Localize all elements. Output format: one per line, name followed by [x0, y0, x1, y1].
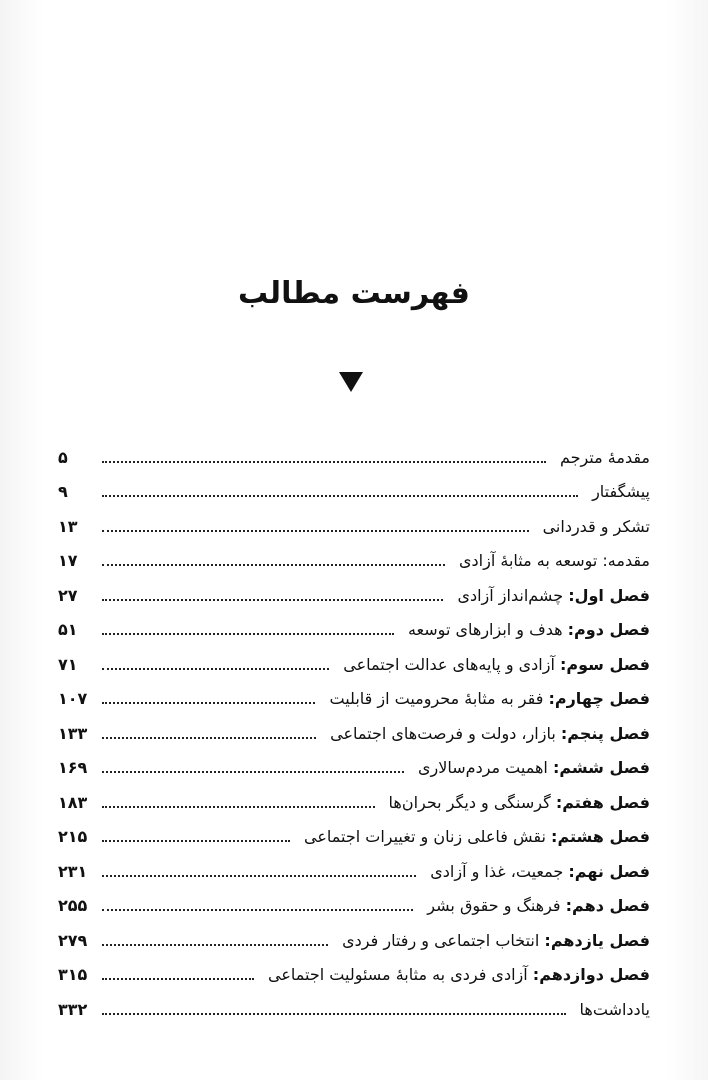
toc-entry-page-number: ۵ [58, 447, 68, 467]
toc-entry-text: آزادی فردی به مثابهٔ مسئولیت اجتماعی [268, 965, 528, 985]
toc-entry-label [572, 1000, 650, 1019]
page-title: فهرست مطالب [238, 276, 470, 311]
toc-entry-text: آزادی و پایه‌های عدالت اجتماعی [343, 654, 555, 674]
toc-entry-text: اهمیت مردم‌سالاری [418, 758, 548, 778]
table-of-contents [58, 440, 650, 1027]
dot-leader [102, 632, 394, 635]
toc-entry-text: فقر به مثابهٔ محرومیت از قابلیت [329, 689, 544, 709]
toc-entry-text: چشم‌انداز آزادی [457, 585, 564, 605]
triangle-down-icon [339, 372, 363, 392]
dot-leader [102, 943, 328, 946]
toc-entry-chapter: فصل دوازدهم: [532, 965, 650, 985]
toc-entry [58, 785, 650, 820]
toc-entry-page-number: ۲۷۹ [58, 930, 88, 950]
toc-entry [58, 889, 650, 924]
toc-entry-page-number: ۱۷ [58, 551, 78, 571]
toc-entry-label [584, 482, 650, 501]
toc-entry [58, 578, 650, 613]
toc-entry-label [400, 620, 650, 639]
toc-entry-chapter: فصل یازدهم: [544, 930, 650, 950]
toc-entry-page-number: ۱۳ [58, 516, 78, 536]
toc-entry-text: یادداشت‌ها [579, 999, 650, 1019]
toc-entry [58, 923, 650, 958]
toc-entry-chapter: فصل هشتم: [551, 827, 650, 847]
dot-leader [102, 460, 546, 463]
toc-entry-label [419, 896, 650, 915]
dot-leader [102, 598, 443, 601]
dot-leader [102, 805, 375, 808]
toc-entry-page-number: ۱۳۳ [58, 723, 88, 743]
toc-entry-page-number: ۷۱ [58, 654, 78, 674]
toc-entry-text: انتخاب اجتماعی و رفتار فردی [342, 930, 540, 950]
toc-entry-label [451, 551, 650, 570]
toc-entry [58, 716, 650, 751]
toc-entry [58, 613, 650, 648]
toc-entry-page-number: ۲۳۱ [58, 861, 88, 881]
toc-entry [58, 647, 650, 682]
toc-entry-text: مقدمه: توسعه به مثابهٔ آزادی [459, 551, 650, 571]
toc-entry [58, 440, 650, 475]
toc-entry-label [449, 586, 650, 605]
dot-leader [102, 494, 578, 497]
dot-leader [102, 563, 445, 566]
toc-entry-page-number: ۹ [58, 482, 68, 502]
toc-entry-page-number: ۳۳۲ [58, 999, 88, 1019]
toc-entry-label [334, 931, 650, 950]
toc-entry [58, 751, 650, 786]
toc-entry-text: نقش فاعلی زنان و تغییرات اجتماعی [304, 827, 546, 847]
toc-entry-label [260, 965, 650, 984]
dot-leader [102, 874, 416, 877]
toc-entry-page-number: ۲۷ [58, 585, 78, 605]
toc-entry-chapter: فصل ششم: [552, 758, 650, 778]
toc-entry-chapter: فصل هفتم: [555, 792, 650, 812]
toc-entry-label [535, 517, 650, 536]
dot-leader [102, 977, 254, 980]
toc-entry-chapter: فصل چهارم: [548, 689, 650, 709]
toc-entry-page-number: ۲۱۵ [58, 827, 88, 847]
dot-leader [102, 736, 316, 739]
toc-entry-label [422, 862, 650, 881]
toc-entry-text: بازار، دولت و فرصت‌های اجتماعی [330, 723, 556, 743]
toc-entry-chapter: فصل سوم: [560, 654, 650, 674]
toc-entry-text: گرسنگی و دیگر بحران‌ها [388, 792, 551, 812]
dot-leader [102, 1012, 566, 1015]
toc-entry [58, 509, 650, 544]
toc-entry-page-number: ۵۱ [58, 620, 78, 640]
toc-entry-text: جمعیت، غذا و آزادی [430, 861, 564, 881]
dot-leader [102, 529, 529, 532]
toc-entry-label [335, 655, 650, 674]
toc-entry-chapter: فصل دهم: [565, 896, 650, 916]
toc-entry [58, 958, 650, 993]
toc-entry-text: فرهنگ و حقوق بشر [427, 896, 561, 916]
toc-entry-page-number: ۲۵۵ [58, 896, 88, 916]
toc-entry-label [552, 448, 650, 467]
toc-entry-chapter: فصل اول: [568, 585, 650, 605]
toc-entry-chapter: فصل نهم: [568, 861, 650, 881]
toc-entry-text: هدف و ابزارهای توسعه [407, 620, 563, 640]
toc-entry-text: پیشگفتار [592, 482, 650, 502]
dot-leader [102, 908, 413, 911]
dot-leader [102, 839, 290, 842]
toc-entry [58, 992, 650, 1027]
toc-entry-page-number: ۱۰۷ [58, 689, 88, 709]
toc-entry-text: تشکر و قدردانی [542, 516, 650, 536]
toc-entry [58, 820, 650, 855]
toc-entry-label [322, 724, 650, 743]
toc-entry-chapter: فصل پنجم: [560, 723, 650, 743]
toc-entry-label [381, 793, 650, 812]
toc-entry-text: مقدمهٔ مترجم [559, 447, 650, 467]
toc-entry-page-number: ۱۶۹ [58, 758, 88, 778]
toc-entry-label [321, 689, 650, 708]
toc-entry [58, 854, 650, 889]
toc-entry-chapter: فصل دوم: [567, 620, 650, 640]
toc-entry [58, 682, 650, 717]
dot-leader [102, 770, 404, 773]
toc-entry-label [410, 758, 650, 777]
toc-entry-page-number: ۳۱۵ [58, 965, 88, 985]
toc-entry [58, 475, 650, 510]
toc-entry-page-number: ۱۸۳ [58, 792, 88, 812]
toc-entry-label [296, 827, 650, 846]
dot-leader [102, 667, 329, 670]
toc-entry [58, 544, 650, 579]
dot-leader [102, 701, 315, 704]
